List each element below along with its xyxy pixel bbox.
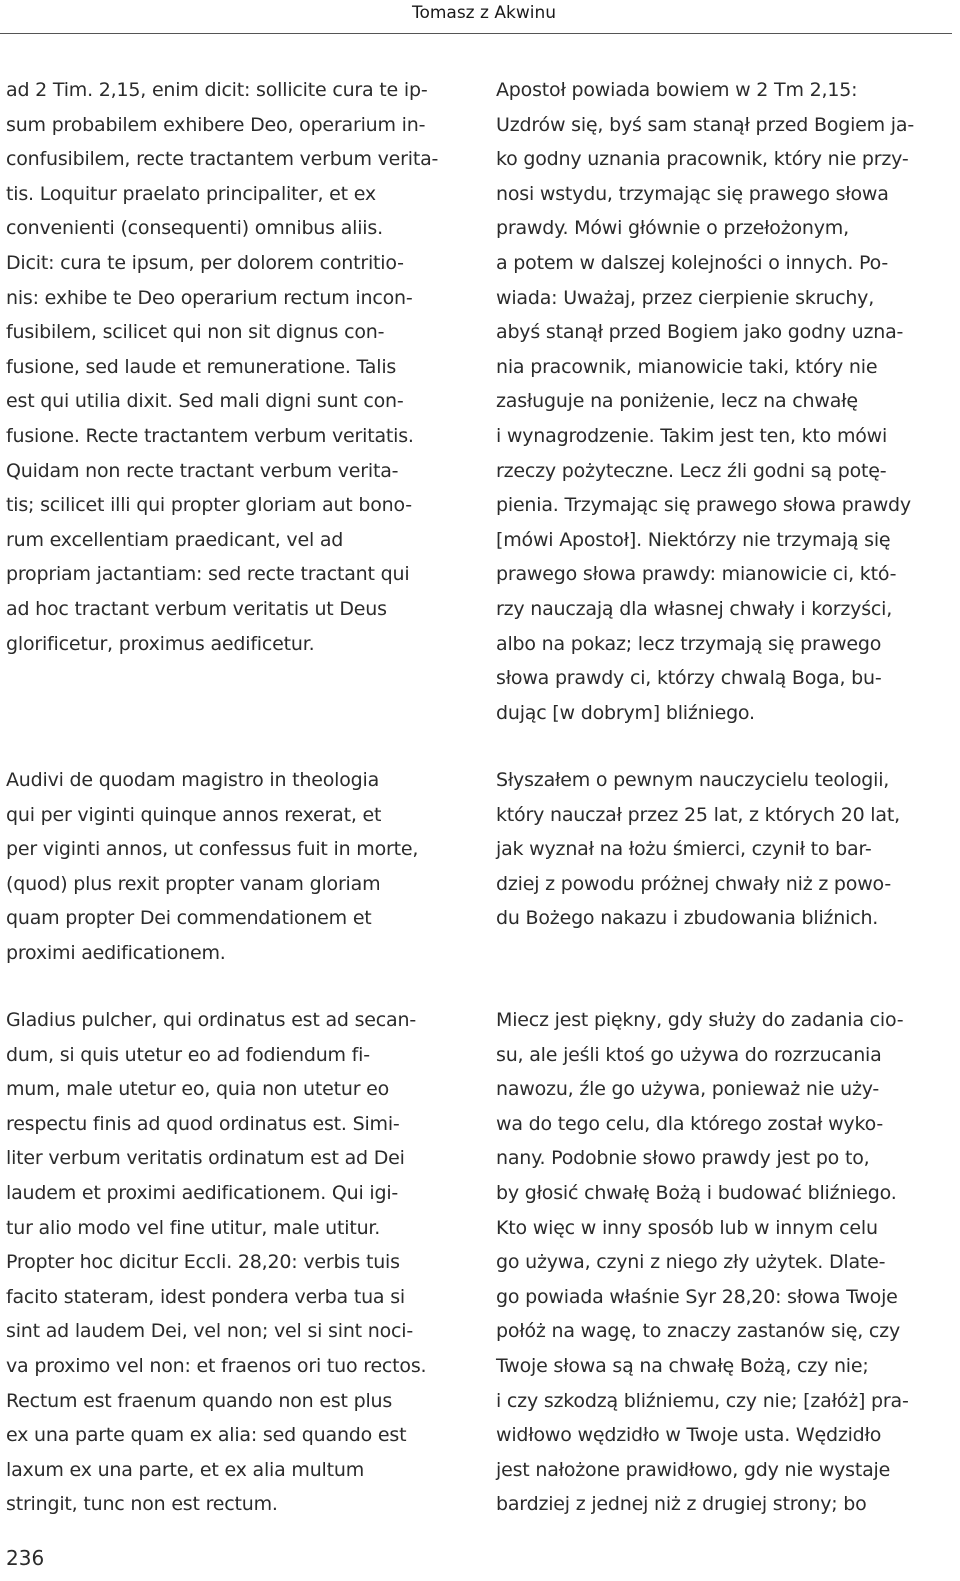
text-line: tur alio modo vel fine utitur, male utitur. [6,1216,381,1239]
text-line: proximi aedificationem. [6,941,226,964]
text-line: i wynagrodzenie. Takim jest ten, kto mówi [496,424,888,447]
text-line: laxum ex una parte, et ex alia multum [6,1458,365,1481]
text-line: widłowo wędzidło w Twoje usta. Wędzidło [496,1424,882,1447]
text-line: a potem w dalszej kolejności o innych. Po- [496,251,889,274]
text-line: respectu finis ad quod ordinatus est. Simi- [6,1112,400,1135]
text-line: fusibilem, scilicet qui non sit dignus con- [6,321,385,344]
text-line: albo na pokaz; lecz trzymają się prawego [496,632,882,655]
polish-paragraph-1 [496,73,952,730]
text-line: Kto więc w inny sposób lub w innym celu [496,1216,878,1239]
text-line: by głosić chwałę Bożą i budować bliźniego. [496,1181,897,1204]
text-line: jak wyznał na łożu śmierci, czynił to bar- [496,838,872,861]
text-line: prawdy. Mówi głównie o przełożonym, [496,217,849,240]
text-line: nosi wstydu, trzymając się prawego słowa [496,182,889,205]
text-line: qui per viginti quinque annos rexerat, et [6,803,382,826]
text-line: nawozu, źle go używa, ponieważ nie uży- [496,1078,880,1101]
text-line: ko godny uznania pracownik, który nie przy- [496,148,909,171]
text-line: [mówi Apostoł]. Niektórzy nie trzymają się [496,528,891,551]
text-line: Apostoł powiada bowiem w 2 Tm 2,15: [496,79,858,101]
text-line: połóż na wagę, to znaczy zastanów się, czy [496,1320,900,1343]
text-line: Audivi de quodam magistro in theologia [6,769,380,791]
text-line: abyś stanął przed Bogiem jako godny uzna- [496,321,904,344]
text-line: Rectum est fraenum quando non est plus [6,1389,393,1412]
text-line: jest nałożone prawidłowo, gdy nie wystaje [496,1458,891,1481]
text-line: fusione, sed laude et remuneratione. Talis [6,355,397,378]
text-line: mum, male utetur eo, quia non utetur eo [6,1078,390,1101]
text-line: rzy nauczają dla własnej chwały i korzyści, [496,597,893,620]
text-line: stringit, tunc non est rectum. [6,1493,278,1516]
text-line: rzeczy pożyteczne. Lecz źli godni są potę- [496,459,887,482]
text-line: quam propter Dei commendationem et [6,907,372,930]
text-line: Propter hoc dicitur Eccli. 28,20: verbis tuis [6,1251,400,1274]
text-line: facito stateram, idest pondera verba tua si [6,1285,405,1308]
text-line: nia pracownik, mianowicie taki, który nie [496,355,878,378]
text-line: ex una parte quam ex alia: sed quando est [6,1424,407,1447]
text-line: wa do tego celu, dla którego został wyko- [496,1112,884,1135]
latin-paragraph-1 [6,73,476,661]
text-line: rum excellentiam praedicant, vel ad [6,528,344,551]
text-line: sint ad laudem Dei, vel non; vel si sint noci- [6,1320,414,1343]
polish-paragraph-2 [496,763,952,936]
text-line: Słyszałem o pewnym nauczycielu teologii, [496,769,890,791]
text-line: per viginti annos, ut confessus fuit in morte, [6,838,419,861]
text-line: nis: exhibe te Deo operarium rectum incon- [6,286,413,309]
text-line: prawego słowa prawdy: mianowicie ci, któ- [496,563,897,586]
latin-paragraph-2 [6,763,476,971]
text-line: dziej z powodu próżnej chwały niż z powo- [496,872,891,895]
text-line: ad 2 Tim. 2,15, enim dicit: sollicite cura te ip- [6,79,428,101]
text-line: liter verbum veritatis ordinatum est ad Dei [6,1147,405,1170]
text-line: (quod) plus rexit propter vanam gloriam [6,872,381,895]
text-line: tis; scilicet illi qui propter gloriam aut bono- [6,494,412,517]
text-line: fusione. Recte tractantem verbum veritatis. [6,424,414,447]
text-line: su, ale jeśli ktoś go używa do rozrzucania [496,1043,882,1066]
text-line: confusibilem, recte tractantem verbum verita- [6,148,439,171]
text-line: go powiada właśnie Syr 28,20: słowa Twoje [496,1285,898,1308]
text-line: sum probabilem exhibere Deo, operarium in- [6,113,426,136]
text-line: słowa prawdy ci, którzy chwalą Boga, bu- [496,667,882,690]
text-line: convenienti (consequenti) omnibus aliis. [6,217,383,240]
polish-paragraph-3 [496,1003,952,1522]
text-line: ad hoc tractant verbum veritatis ut Deus [6,597,387,620]
text-line: est qui utilia dixit. Sed mali digni sunt con- [6,390,404,413]
text-line: laudem et proximi aedificationem. Qui igi- [6,1181,399,1204]
latin-paragraph-3 [6,1003,476,1522]
text-line: Gladius pulcher, qui ordinatus est ad secan- [6,1009,416,1031]
text-line: Uzdrów się, byś sam stanął przed Bogiem ja- [496,113,914,136]
header-rule [0,33,952,34]
text-line: go używa, czyni z niego zły użytek. Dlate- [496,1251,886,1274]
text-line: tis. Loquitur praelato principaliter, et ex [6,182,376,205]
text-line: Dicit: cura te ipsum, per dolorem contritio- [6,251,404,274]
text-line: va proximo vel non: et fraenos ori tuo rectos. [6,1354,427,1377]
text-line: bardziej z jednej niż z drugiej strony; bo [496,1493,867,1516]
text-line: który nauczał przez 25 lat, z których 20 lat, [496,803,900,826]
text-line: du Bożego nakazu i zbudowania bliźnich. [496,907,879,930]
text-line: i czy szkodzą bliźniemu, czy nie; [załóż] pra- [496,1389,909,1412]
text-line: pienia. Trzymając się prawego słowa prawdy [496,494,911,517]
page-number: 236 [6,1546,45,1570]
text-line: glorificetur, proximus aedificetur. [6,632,315,655]
text-line: wiada: Uważaj, przez cierpienie skruchy, [496,286,875,309]
text-line: zasługuje na poniżenie, lecz na chwałę [496,390,858,413]
text-line: propriam jactantiam: sed recte tractant qui [6,563,410,586]
text-line: dum, si quis utetur eo ad fodiendum fi- [6,1043,370,1066]
text-line: Miecz jest piękny, gdy służy do zadania cio- [496,1009,904,1031]
text-line: Twoje słowa są na chwałę Bożą, czy nie; [496,1354,869,1377]
text-line: nany. Podobnie słowo prawdy jest po to, [496,1147,870,1170]
text-line: dując [w dobrym] bliźniego. [496,701,755,724]
running-head: Tomasz z Akwinu [411,3,556,23]
text-line: Quidam non recte tractant verbum verita- [6,459,399,482]
